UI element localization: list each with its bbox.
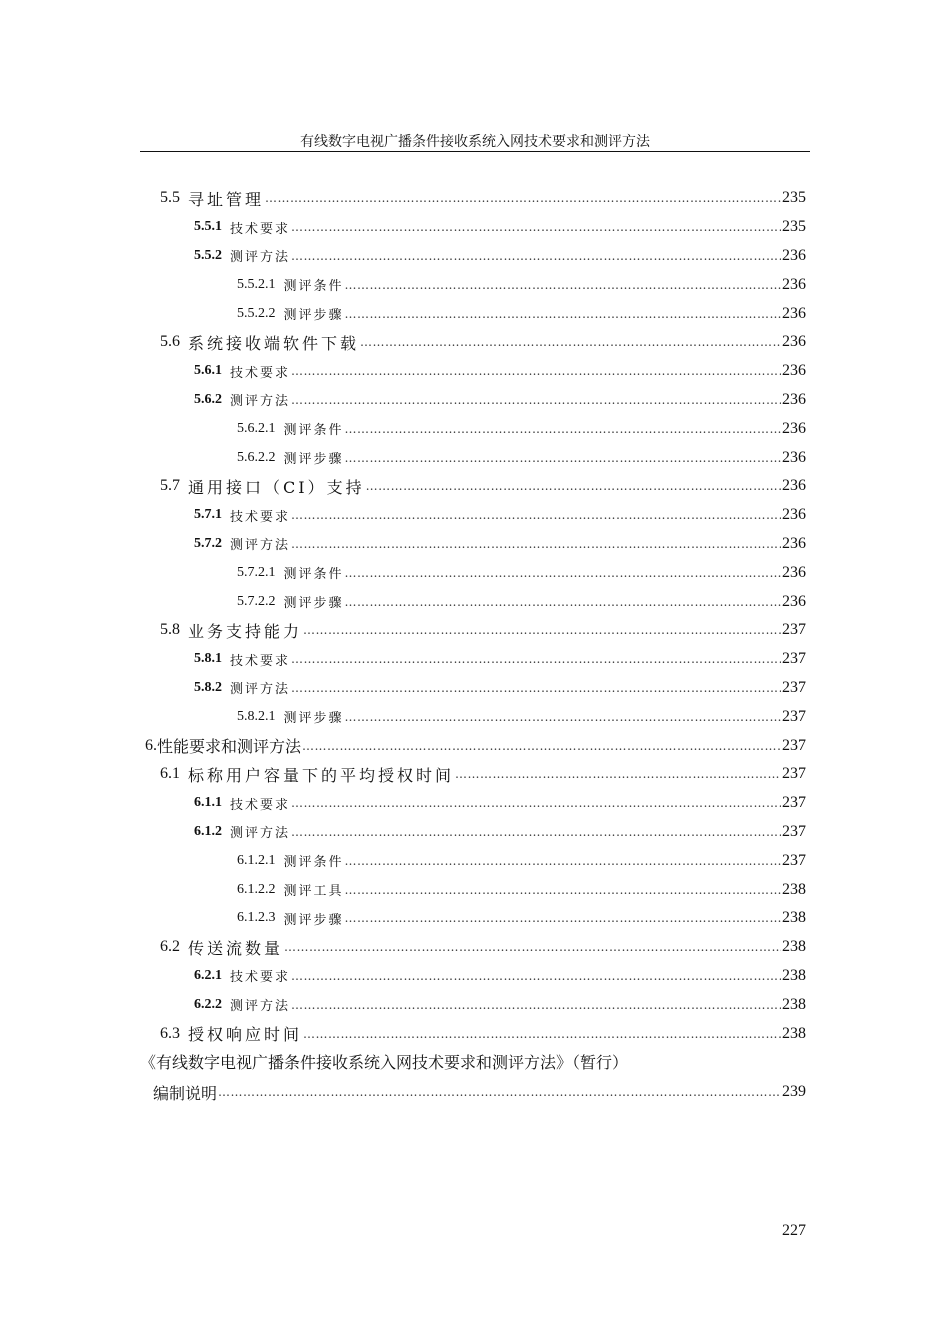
dot-leader bbox=[455, 766, 781, 782]
dot-leader bbox=[302, 738, 781, 754]
toc-entry-title: 性能要求和测评方法 bbox=[157, 737, 302, 757]
toc-entry-page: 236 bbox=[782, 534, 806, 552]
toc-entry-number: 5.6.1 bbox=[194, 363, 222, 379]
toc-entry-number: 6. bbox=[145, 736, 157, 754]
toc-entry[interactable] bbox=[0, 962, 806, 991]
toc-entry-number: 6.3 bbox=[160, 1024, 180, 1042]
dot-leader bbox=[345, 421, 781, 437]
dot-leader bbox=[291, 795, 781, 811]
toc-entry[interactable] bbox=[0, 990, 806, 1019]
toc-entry-number: 5.5.2 bbox=[194, 247, 222, 263]
toc-entry-number: 5.7.2.2 bbox=[237, 593, 276, 609]
toc-entry-page: 237 bbox=[782, 851, 806, 869]
dot-leader bbox=[291, 248, 781, 264]
toc-entry-page: 237 bbox=[782, 765, 806, 783]
toc-entry-title: 寻址管理 bbox=[188, 189, 265, 209]
toc-entry-number: 5.5.1 bbox=[194, 219, 222, 235]
toc-entry-number: 6.1.2.1 bbox=[237, 852, 276, 868]
toc-entry-title: 技术要求 bbox=[230, 653, 291, 669]
running-header: 有线数字电视广播条件接收系统入网技术要求和测评方法 bbox=[300, 134, 650, 150]
toc-entry-title: 测评条件 bbox=[283, 423, 344, 439]
toc-entry[interactable] bbox=[0, 904, 806, 933]
toc-entry-page: 237 bbox=[782, 736, 806, 754]
toc-entry[interactable] bbox=[0, 846, 806, 875]
toc-entry-page: 238 bbox=[782, 995, 806, 1013]
toc-entry-page: 237 bbox=[782, 822, 806, 840]
toc-entry-number: 6.1 bbox=[160, 765, 180, 783]
toc-entry-number: 5.8.2.1 bbox=[237, 708, 276, 724]
toc-note-title[interactable]: 《有线数字电视广播条件接收系统入网技术要求和测评方法》（暂行） bbox=[140, 1052, 629, 1072]
dot-leader bbox=[345, 277, 781, 293]
toc-entry-number: 6.1.2 bbox=[194, 823, 222, 839]
toc-entry-number: 5.6.2.2 bbox=[237, 449, 276, 465]
toc-entry-title: 测评方法 bbox=[230, 826, 291, 842]
dot-leader bbox=[291, 219, 781, 235]
toc-entry-page: 238 bbox=[782, 966, 806, 984]
toc-entry-page: 238 bbox=[782, 880, 806, 898]
toc-entry-number: 6.1.2.3 bbox=[237, 910, 276, 926]
toc-entry-title: 技术要求 bbox=[230, 797, 291, 813]
toc-entry-page: 238 bbox=[782, 909, 806, 927]
toc-entry-title: 编制说明 bbox=[153, 1083, 218, 1103]
dot-leader bbox=[291, 968, 781, 984]
toc-entry[interactable] bbox=[0, 731, 806, 760]
toc-entry[interactable] bbox=[0, 472, 806, 501]
toc-entry-title: 传送流数量 bbox=[188, 938, 284, 958]
toc-entry-page: 236 bbox=[782, 333, 806, 351]
dot-leader bbox=[291, 824, 781, 840]
toc-entry-title: 测评步骤 bbox=[283, 596, 344, 612]
toc-entry[interactable] bbox=[0, 587, 806, 616]
toc-entry[interactable] bbox=[0, 501, 806, 530]
toc-entry-number: 5.7 bbox=[160, 477, 180, 495]
toc-entry-title: 技术要求 bbox=[230, 970, 291, 986]
toc-entry-title: 测评步骤 bbox=[283, 711, 344, 727]
dot-leader bbox=[265, 190, 781, 206]
toc-entry[interactable] bbox=[0, 1019, 806, 1048]
toc-entry-number: 6.2.1 bbox=[194, 967, 222, 983]
dot-leader bbox=[345, 910, 781, 926]
toc-entry-number: 5.8 bbox=[160, 621, 180, 639]
toc-entry-page: 236 bbox=[782, 246, 806, 264]
page-number: 227 bbox=[782, 1222, 806, 1239]
toc-entry-title: 授权响应时间 bbox=[188, 1025, 303, 1044]
toc-entry-page: 236 bbox=[782, 390, 806, 408]
toc-entry-number: 5.5.2.2 bbox=[237, 305, 276, 321]
dot-leader bbox=[291, 392, 781, 408]
dot-leader bbox=[345, 306, 781, 322]
toc-entry-page: 237 bbox=[782, 794, 806, 812]
toc-entry-title: 通用接口（CI）支持 bbox=[188, 477, 365, 497]
toc-entry-page: 236 bbox=[782, 477, 806, 495]
toc-entry-title: 技术要求 bbox=[230, 509, 291, 525]
toc-entry[interactable] bbox=[0, 357, 806, 386]
toc-entry[interactable] bbox=[0, 558, 806, 587]
toc-entry-title: 系统接收端软件下载 bbox=[188, 333, 360, 353]
toc-entry-page: 238 bbox=[782, 938, 806, 956]
dot-leader bbox=[345, 450, 781, 466]
header-rule bbox=[140, 151, 810, 152]
toc-entry-page: 237 bbox=[782, 707, 806, 725]
toc-entry-page: 236 bbox=[782, 563, 806, 581]
toc-entry-title: 测评条件 bbox=[283, 567, 344, 583]
dot-leader bbox=[360, 334, 781, 350]
toc-entry[interactable] bbox=[0, 386, 806, 415]
toc-entry-number: 5.6.2.1 bbox=[237, 420, 276, 436]
toc-entry-page: 237 bbox=[782, 621, 806, 639]
toc-entry-number: 5.8.1 bbox=[194, 651, 222, 667]
toc-entry[interactable] bbox=[0, 616, 806, 645]
toc-entry[interactable] bbox=[0, 213, 806, 242]
toc-entry[interactable] bbox=[0, 875, 806, 904]
toc-entry-title: 技术要求 bbox=[230, 221, 291, 237]
dot-leader bbox=[345, 882, 781, 898]
dot-leader bbox=[291, 507, 781, 523]
toc-entry[interactable] bbox=[0, 328, 806, 357]
toc-entry[interactable] bbox=[0, 645, 806, 674]
toc-entry-title: 测评方法 bbox=[230, 999, 291, 1015]
toc-entry-title: 测评方法 bbox=[230, 682, 291, 698]
toc-entry-title: 测评步骤 bbox=[283, 308, 344, 324]
dot-leader bbox=[345, 853, 781, 869]
toc-entry-number: 6.1.1 bbox=[194, 795, 222, 811]
toc-entry-number: 5.8.2 bbox=[194, 679, 222, 695]
toc-entry-title: 技术要求 bbox=[230, 365, 291, 381]
dot-leader bbox=[291, 997, 781, 1013]
toc-entry[interactable] bbox=[0, 242, 806, 271]
toc-entry-number: 5.7.2 bbox=[194, 535, 222, 551]
toc-entry-title: 测评步骤 bbox=[283, 452, 344, 468]
toc-entry-page: 236 bbox=[782, 592, 806, 610]
toc-entry-page: 237 bbox=[782, 650, 806, 668]
toc-entry[interactable] bbox=[0, 674, 806, 703]
dot-leader bbox=[303, 622, 781, 638]
toc-entry-title: 测评方法 bbox=[230, 250, 291, 266]
toc-entry-title: 测评工具 bbox=[283, 884, 344, 900]
dot-leader bbox=[218, 1084, 781, 1100]
toc-entry-number: 5.6.2 bbox=[194, 391, 222, 407]
toc-entry-page: 235 bbox=[782, 189, 806, 207]
dot-leader bbox=[291, 536, 781, 552]
toc-entry-title: 测评方法 bbox=[230, 394, 291, 410]
toc-entry-number: 5.5 bbox=[160, 189, 180, 207]
toc-entry[interactable] bbox=[0, 414, 806, 443]
toc-entry-title: 测评条件 bbox=[283, 855, 344, 871]
toc-entry-page: 239 bbox=[782, 1083, 806, 1101]
toc-entry-note[interactable] bbox=[0, 1078, 806, 1107]
dot-leader bbox=[291, 651, 781, 667]
toc-entry-title: 测评条件 bbox=[283, 279, 344, 295]
toc-entry[interactable] bbox=[0, 443, 806, 472]
toc-entry-page: 235 bbox=[782, 218, 806, 236]
toc-entry-page: 236 bbox=[782, 304, 806, 322]
toc-entry[interactable] bbox=[0, 760, 806, 789]
toc-entry-number: 5.7.1 bbox=[194, 507, 222, 523]
dot-leader bbox=[345, 709, 781, 725]
dot-leader bbox=[291, 680, 781, 696]
toc-entry-number: 6.2 bbox=[160, 938, 180, 956]
dot-leader bbox=[291, 363, 781, 379]
toc-entry-title: 标称用户容量下的平均授权时间 bbox=[188, 765, 455, 785]
toc-entry-title: 业务支持能力 bbox=[188, 621, 303, 641]
toc-entry[interactable] bbox=[0, 184, 806, 213]
toc-entry-page: 236 bbox=[782, 448, 806, 466]
toc-entry-number: 6.1.2.2 bbox=[237, 881, 276, 897]
toc-entry[interactable] bbox=[0, 789, 806, 818]
toc-entry-number: 5.6 bbox=[160, 333, 180, 351]
toc-entry-page: 236 bbox=[782, 275, 806, 293]
dot-leader bbox=[345, 565, 781, 581]
dot-leader bbox=[284, 939, 781, 955]
toc-entry[interactable] bbox=[0, 818, 806, 847]
toc-entry-number: 6.2.2 bbox=[194, 996, 222, 1012]
toc-entry-page: 236 bbox=[782, 419, 806, 437]
toc-entry-title: 测评步骤 bbox=[283, 912, 344, 928]
toc-entry-title: 测评方法 bbox=[230, 538, 291, 554]
toc-entry-page: 238 bbox=[782, 1024, 806, 1042]
dot-leader bbox=[345, 594, 781, 610]
toc-entry[interactable] bbox=[0, 933, 806, 962]
dot-leader bbox=[366, 478, 781, 494]
toc-entry-page: 237 bbox=[782, 678, 806, 696]
toc-entry-number: 5.7.2.1 bbox=[237, 564, 276, 580]
dot-leader bbox=[303, 1026, 781, 1042]
table-of-contents bbox=[0, 184, 950, 1107]
toc-entry-page: 236 bbox=[782, 506, 806, 524]
toc-entry[interactable] bbox=[0, 530, 806, 559]
toc-entry[interactable] bbox=[0, 270, 806, 299]
toc-entry[interactable] bbox=[0, 299, 806, 328]
toc-entry-page: 236 bbox=[782, 362, 806, 380]
toc-entry[interactable] bbox=[0, 702, 806, 731]
toc-entry-number: 5.5.2.1 bbox=[237, 276, 276, 292]
